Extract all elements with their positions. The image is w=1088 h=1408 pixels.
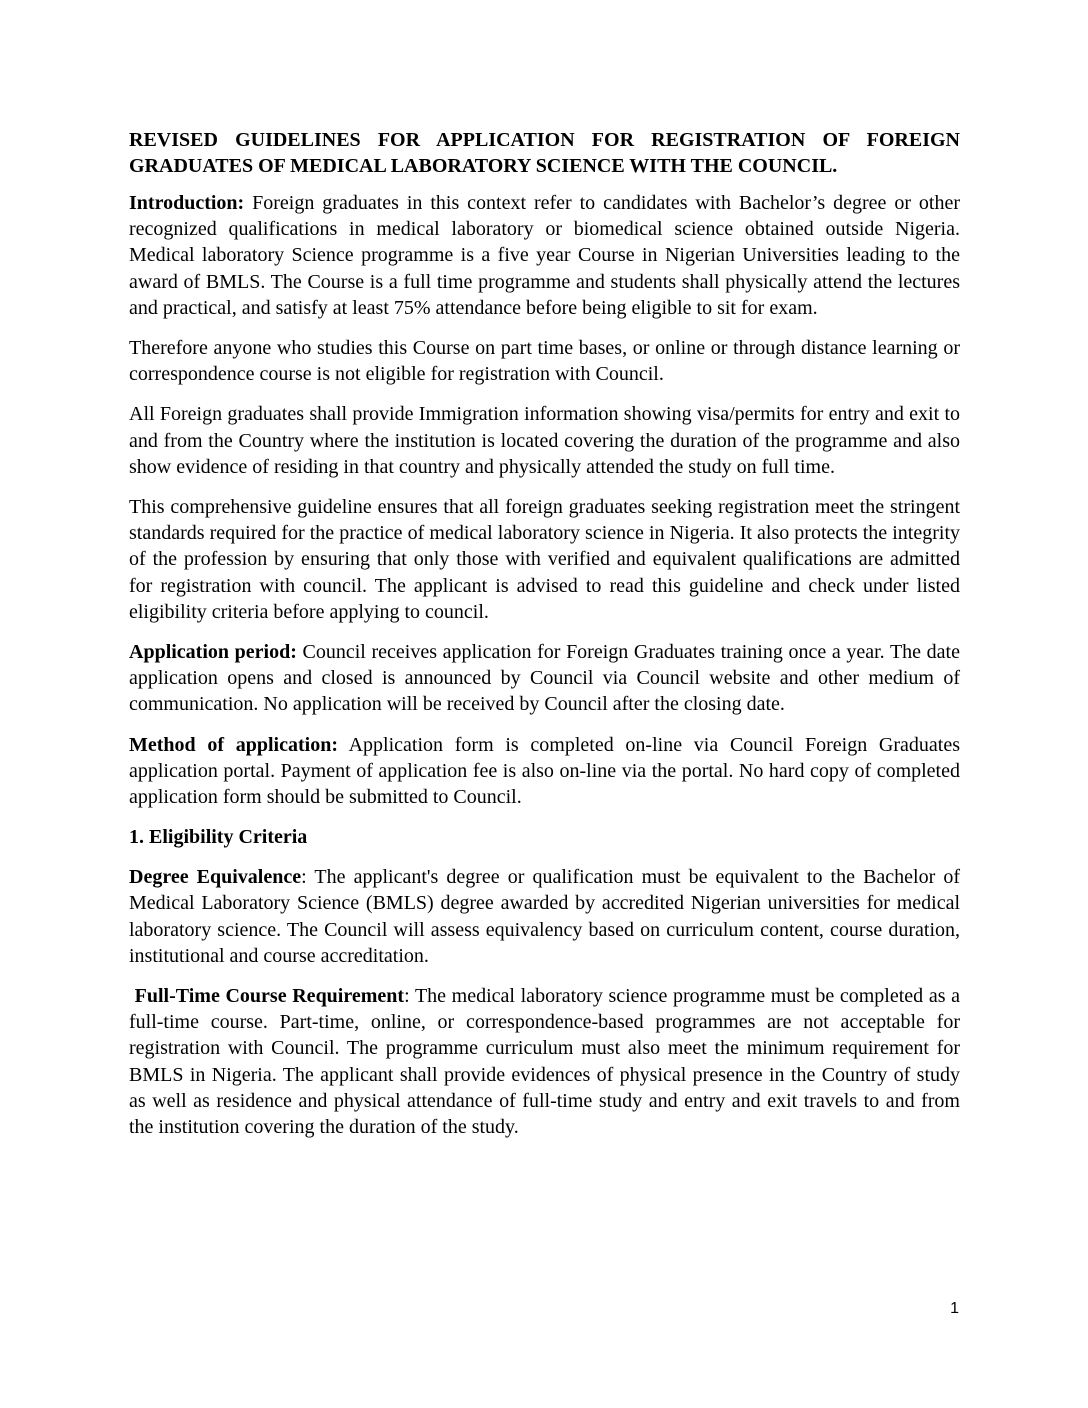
introduction-text: Foreign graduates in this context refer to candidates with Bachelor’s degree or other recognized qualifications in medical laboratory or biomedical science obtained outside Nigeria. Medical laboratory Science programme is a five year Course in Nigerian Universities leading to the award of BMLS. The Course is a full time programme and students shall physically attend the lectures and practical, and satisfy at least 75% attendance before being eligible to sit for exam.	[129, 192, 960, 319]
introduction-paragraph	[129, 190, 960, 321]
section-heading: 1. Eligibility Criteria	[129, 826, 308, 849]
page-number: 1	[950, 1300, 959, 1317]
degree-equivalence-text: : The applicant's degree or qualification must be equivalent to the Bachelor of Medical Laboratory Science (BMLS) degree awarded by accredited Nigerian universities for medical laboratory science. The Council will assess equivalency based on curriculum content, course duration, institutional and course accreditation.	[129, 866, 960, 967]
full-time-requirement-text: : The medical laboratory science programme must be completed as a full-time course. Part-time, online, or correspondence-based programmes are not acceptable for registration with Council. The programme curriculum must also meet the minimum requirement for BMLS in Nigeria. The applicant shall provide evidences of physical presence in the Country of study as well as residence and physical attendance of full-time study and entry and exit travels to and from the institution covering the duration of the study.	[129, 985, 961, 1139]
eligibility-note-paragraph: Therefore anyone who studies this Course on part time bases, or online or through distance learning or correspondence course is not eligible for registration with Council.	[129, 337, 960, 386]
application-period-label: Application period:	[129, 641, 297, 664]
method-of-application-text: Application form is completed on-line via Council Foreign Graduates application portal. Payment of application fee is also on-line via the portal. No hard copy of completed application form should be submitted to Council.	[129, 733, 960, 809]
immigration-paragraph: All Foreign graduates shall provide Immigration information showing visa/permits for entry and exit to and from the Country where the institution is located covering the duration of the programme and also show evidence of residing in that country and physically attended the study on full time.	[129, 403, 960, 478]
introduction-label: Introduction:	[129, 192, 245, 214]
application-period-paragraph	[129, 639, 960, 718]
document-body	[129, 127, 960, 1154]
full-time-requirement-paragraph	[129, 983, 960, 1140]
guideline-purpose-paragraph: This comprehensive guideline ensures that all foreign graduates seeking registration meet the stringent standards required for the practice of medical laboratory science in Nigeria. It also protects the integrity of the profession by ensuring that only those with verified and equivalent qualifications are admitted for registration with council. The applicant is advised to read this guideline and check under listed eligibility criteria before applying to council.	[129, 496, 960, 623]
method-of-application-label: Method of application:	[129, 733, 338, 756]
application-period-text: Council receives application for Foreign Graduates training once a year. The date application opens and closed is announced by Council via Council website and other medium of communication. No application will be received by Council after the closing date.	[129, 641, 960, 716]
method-of-application-paragraph	[129, 732, 960, 811]
document-title: REVISED GUIDELINES FOR APPLICATION FOR REGISTRATION OF FOREIGN GRADUATES OF MEDICAL LABORATORY SCIENCE WITH THE COUNCIL.	[129, 129, 960, 177]
degree-equivalence-label: Degree Equivalence	[129, 866, 302, 889]
full-time-requirement-label: Full-Time Course Requirement	[134, 985, 405, 1008]
degree-equivalence-paragraph	[129, 864, 960, 969]
